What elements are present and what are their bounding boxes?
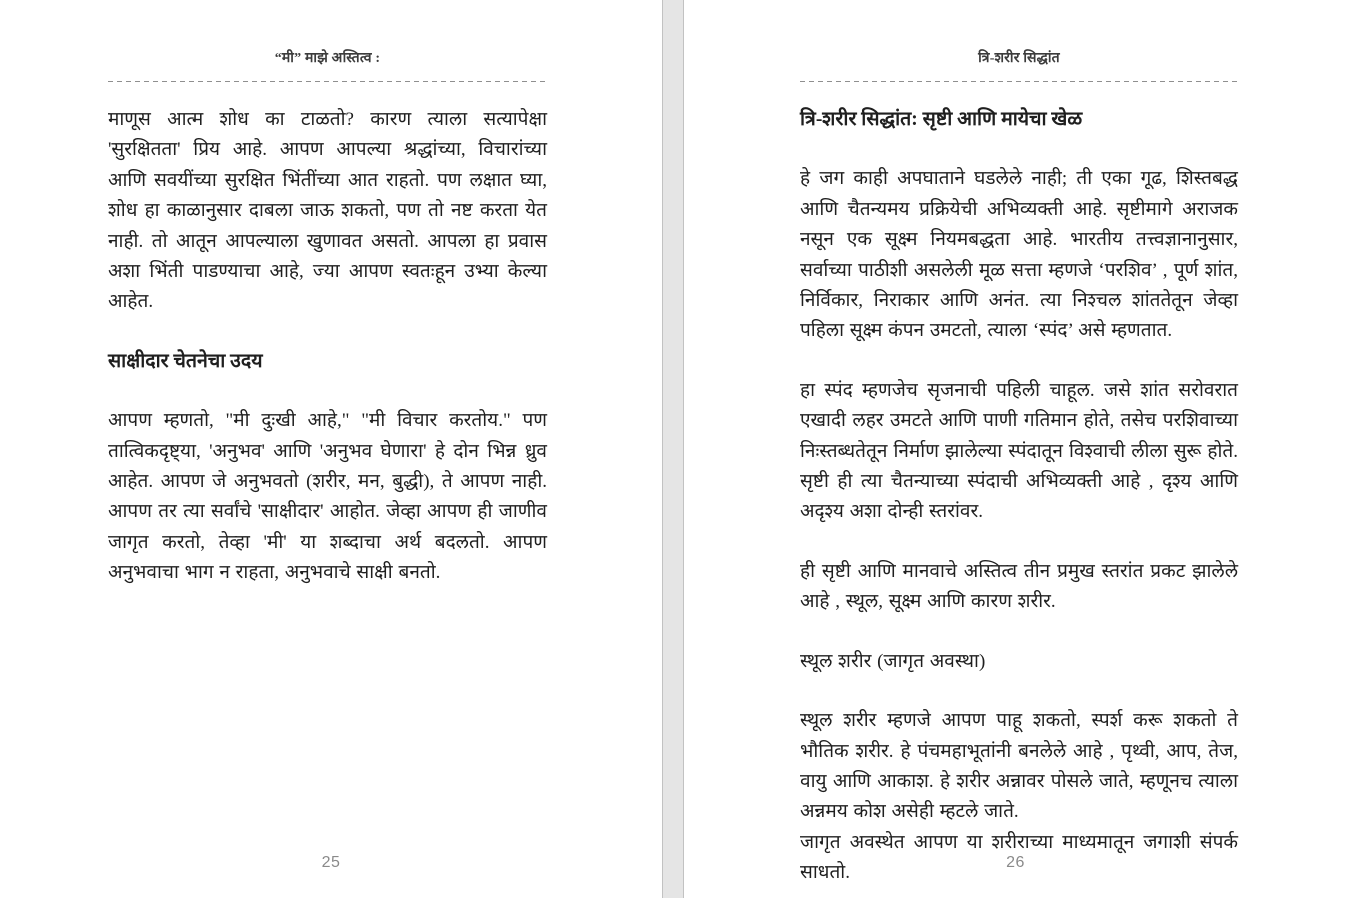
paragraph: माणूस आत्म शोध का टाळतो? कारण त्याला सत्यापेक्षा 'सुरक्षितता' प्रिय आहे. आपण आपल्या श्रद्धांच्या, विचारांच्या आणि सवयींच्या सुरक्षित भिंतींच्या आत राहतो. पण लक्षात घ्या, शोध हा काळानुसार दाबला जाऊ शकतो, पण तो नष्ट करता येत नाही. तो आतून आपल्याला खुणावत असतो. आपला हा प्रवास अशा भिंती पाडण्याचा आहे, ज्या आपण स्वतःहून उभ्या केल्या आहेत. (108, 109, 547, 313)
page-number-right: 26 (1006, 854, 1025, 871)
page-gutter (662, 0, 684, 898)
page-right-content (800, 105, 1238, 889)
paragraph: हे जग काही अपघाताने घडलेले नाही; ती एका गूढ, शिस्तबद्ध आणि चैतन्यमय प्रक्रियेची अभिव्यक्ती आहे. सृष्टीमागे अराजक नसून एक सूक्ष्म नियमबद्धता आहे. भारतीय तत्त्वज्ञानानुसार, सर्वाच्या पाठीशी असलेली मूळ सत्ता म्हणजे ‘परशिव’ , पूर्ण शांत, निर्विकार, निराकार आणि अनंत. त्या निश्चल शांततेतून जेव्हा पहिला सूक्ष्म कंपन उमटतो, त्याला ‘स्पंद’ असे म्हणतात. (800, 168, 1238, 342)
chapter-title: त्रि-शरीर सिद्धांत: सृष्टी आणि मायेचा खेळ (800, 109, 1083, 130)
paragraph: ही सृष्टी आणि मानवाचे अस्तित्व तीन प्रमुख स्तरांत प्रकट झालेले आहे , स्थूल, सूक्ष्म आणि कारण शरीर. (800, 560, 1238, 613)
section-heading: साक्षीदार चेतनेचा उदय (108, 350, 263, 372)
paragraph: स्थूल शरीर म्हणजे आपण पाहू शकतो, स्पर्श करू शकतो ते भौतिक शरीर. हे पंचमहाभूतांनी बनलेले आहे , पृथ्वी, आप, तेज, वायु आणि आकाश. हे शरीर अन्नावर पोसले जाते, म्हणूनच त्याला अन्नमय कोश असेही म्हटले जाते. (800, 710, 1238, 823)
paragraph: जागृत अवस्थेत आपण या शरीराच्या माध्यमातून जगाशी संपर्क साधतो. (800, 831, 1238, 884)
header-divider-left (108, 81, 547, 83)
sub-heading: स्थूल शरीर (जागृत अवस्था) (800, 650, 986, 672)
paragraph: हा स्पंद म्हणजेच सृजनाची पहिली चाहूल. जसे शांत सरोवरात एखादी लहर उमटते आणि पाणी गतिमान होते, तसेच परशिवाच्या निःस्तब्धतेतून निर्माण झालेल्या स्पंदातून विश्वाची लीला सुरू होते. सृष्टी ही त्या चैतन्याच्या स्पंदाची अभिव्यक्ती आहे , दृश्य आणि अदृश्य अशा दोन्ही स्तरांवर. (800, 379, 1238, 523)
page-number-left: 25 (321, 854, 341, 871)
running-head-left: “मी” माझे अस्तित्व : (274, 51, 381, 66)
header-divider-right (800, 81, 1238, 83)
paragraph: आपण म्हणतो, "मी दुःखी आहे," "मी विचार करतोय." पण तात्विकदृष्ट्या, 'अनुभव' आणि 'अनुभव घेणारा' हे दोन भिन्न ध्रुव आहेत. आपण जे अनुभवतो (शरीर, मन, बुद्धी), ते आपण नाही. आपण तर त्या सर्वांचे 'साक्षीदार' आहोत. जेव्हा आपण ही जाणीव जागृत करतो, तेव्हा 'मी' या शब्दाचा अर्थ बदलतो. आपण अनुभवाचा भाग न राहता, अनुभवाचे साक्षी बनतो. (108, 410, 547, 584)
page-right (684, 0, 1347, 898)
page-left (0, 0, 662, 898)
running-head-right: त्रि-शरीर सिद्धांत (978, 51, 1060, 66)
page-left-content (108, 105, 547, 589)
